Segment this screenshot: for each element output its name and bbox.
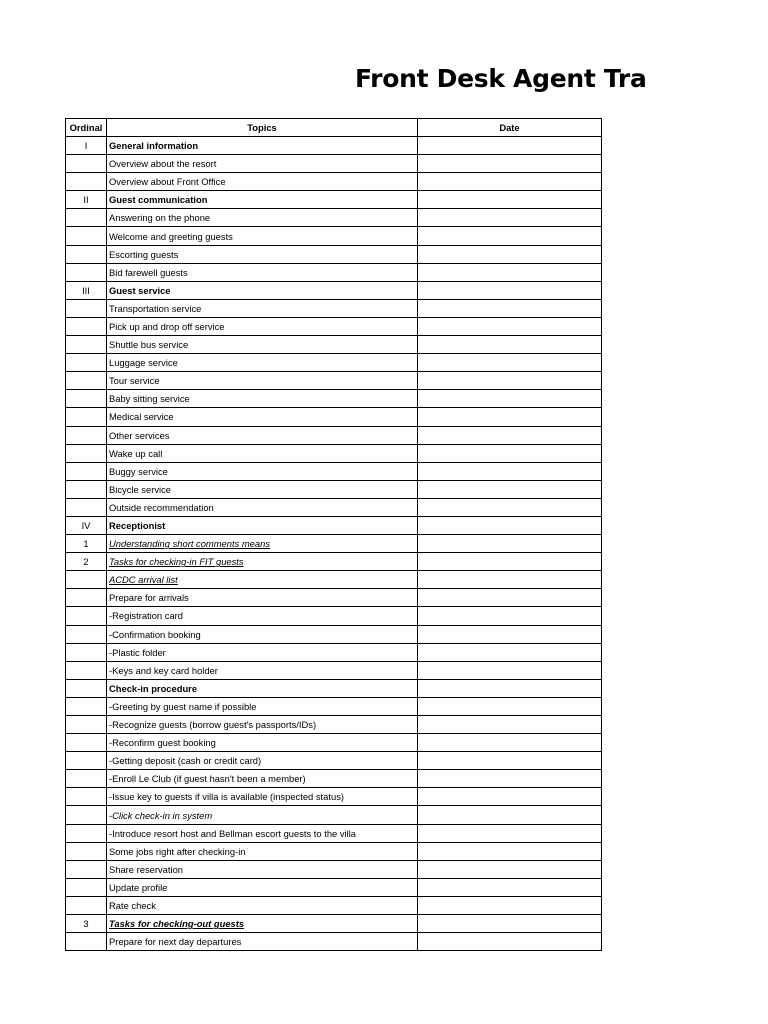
date-cell[interactable] xyxy=(418,535,602,553)
topic-cell: Prepare for arrivals xyxy=(107,589,418,607)
ordinal-cell: III xyxy=(66,281,107,299)
ordinal-cell xyxy=(66,679,107,697)
date-cell[interactable] xyxy=(418,227,602,245)
table-row xyxy=(66,824,602,842)
table-row xyxy=(66,426,602,444)
table-row xyxy=(66,625,602,643)
topic-cell: Pick up and drop off service xyxy=(107,317,418,335)
ordinal-cell xyxy=(66,462,107,480)
table-row xyxy=(66,716,602,734)
table-row xyxy=(66,444,602,462)
ordinal-cell xyxy=(66,896,107,914)
table-row xyxy=(66,842,602,860)
topic-cell: Guest communication xyxy=(107,191,418,209)
topic-cell: Buggy service xyxy=(107,462,418,480)
date-cell[interactable] xyxy=(418,806,602,824)
ordinal-cell xyxy=(66,643,107,661)
date-cell[interactable] xyxy=(418,643,602,661)
topic-cell: Tasks for checking-out guests xyxy=(107,915,418,933)
topic-cell: -Registration card xyxy=(107,607,418,625)
table-row xyxy=(66,281,602,299)
table-row xyxy=(66,354,602,372)
table-row xyxy=(66,263,602,281)
table-row xyxy=(66,643,602,661)
topic-cell: Luggage service xyxy=(107,354,418,372)
ordinal-cell xyxy=(66,426,107,444)
topic-cell: Overview about the resort xyxy=(107,155,418,173)
table-row xyxy=(66,480,602,498)
table-row xyxy=(66,734,602,752)
ordinal-cell xyxy=(66,480,107,498)
topic-cell: Transportation service xyxy=(107,299,418,317)
table-row xyxy=(66,679,602,697)
topic-cell: -Enroll Le Club (if guest hasn't been a member) xyxy=(107,770,418,788)
table-row xyxy=(66,697,602,715)
table-row xyxy=(66,788,602,806)
topic-cell: -Introduce resort host and Bellman escort guests to the villa xyxy=(107,824,418,842)
document-title: Front Desk Agent Tra xyxy=(355,64,647,93)
table-row xyxy=(66,155,602,173)
topic-cell: -Greeting by guest name if possible xyxy=(107,697,418,715)
ordinal-cell xyxy=(66,752,107,770)
topic-cell: -Reconfirm guest booking xyxy=(107,734,418,752)
date-cell[interactable] xyxy=(418,896,602,914)
date-cell[interactable] xyxy=(418,679,602,697)
date-cell[interactable] xyxy=(418,173,602,191)
ordinal-cell xyxy=(66,697,107,715)
topic-cell: Other services xyxy=(107,426,418,444)
date-cell[interactable] xyxy=(418,426,602,444)
table-row xyxy=(66,661,602,679)
topic-cell: -Plastic folder xyxy=(107,643,418,661)
ordinal-cell xyxy=(66,390,107,408)
table-row xyxy=(66,607,602,625)
topic-cell: General information xyxy=(107,137,418,155)
topic-cell: -Click check-in in system xyxy=(107,806,418,824)
table-row xyxy=(66,571,602,589)
table-row xyxy=(66,498,602,516)
date-cell[interactable] xyxy=(418,842,602,860)
date-cell[interactable] xyxy=(418,933,602,951)
date-cell[interactable] xyxy=(418,245,602,263)
table-row xyxy=(66,752,602,770)
ordinal-cell xyxy=(66,372,107,390)
topic-cell: Outside recommendation xyxy=(107,498,418,516)
table-row xyxy=(66,878,602,896)
date-cell[interactable] xyxy=(418,263,602,281)
topic-cell: Rate check xyxy=(107,896,418,914)
ordinal-cell xyxy=(66,263,107,281)
date-cell[interactable] xyxy=(418,516,602,534)
training-topics-table xyxy=(65,118,602,951)
table-body xyxy=(66,137,602,951)
table-row xyxy=(66,336,602,354)
date-cell[interactable] xyxy=(418,281,602,299)
date-cell[interactable] xyxy=(418,860,602,878)
topic-cell: -Issue key to guests if villa is available (inspected status) xyxy=(107,788,418,806)
ordinal-cell xyxy=(66,227,107,245)
date-cell[interactable] xyxy=(418,336,602,354)
header-topics: Topics xyxy=(107,119,418,137)
ordinal-cell xyxy=(66,806,107,824)
date-cell[interactable] xyxy=(418,553,602,571)
topic-cell: Guest service xyxy=(107,281,418,299)
topic-cell: Check-in procedure xyxy=(107,679,418,697)
table-row xyxy=(66,770,602,788)
ordinal-cell xyxy=(66,354,107,372)
date-cell[interactable] xyxy=(418,444,602,462)
date-cell[interactable] xyxy=(418,915,602,933)
date-cell[interactable] xyxy=(418,788,602,806)
topic-cell: Tour service xyxy=(107,372,418,390)
date-cell[interactable] xyxy=(418,462,602,480)
table-row xyxy=(66,933,602,951)
ordinal-cell xyxy=(66,408,107,426)
ordinal-cell: IV xyxy=(66,516,107,534)
table-row xyxy=(66,173,602,191)
table-row xyxy=(66,516,602,534)
topic-cell: Some jobs right after checking-in xyxy=(107,842,418,860)
ordinal-cell xyxy=(66,336,107,354)
ordinal-cell xyxy=(66,498,107,516)
ordinal-cell xyxy=(66,209,107,227)
table-row xyxy=(66,245,602,263)
topic-cell: Share reservation xyxy=(107,860,418,878)
table-row xyxy=(66,191,602,209)
topic-cell: ACDC arrival list xyxy=(107,571,418,589)
table-row xyxy=(66,390,602,408)
date-cell[interactable] xyxy=(418,498,602,516)
ordinal-cell xyxy=(66,788,107,806)
topic-cell: Wake up call xyxy=(107,444,418,462)
topic-cell: Bicycle service xyxy=(107,480,418,498)
date-cell[interactable] xyxy=(418,354,602,372)
topic-cell: Update profile xyxy=(107,878,418,896)
topic-cell: Escorting guests xyxy=(107,245,418,263)
topic-cell: -Keys and key card holder xyxy=(107,661,418,679)
table-row xyxy=(66,299,602,317)
topic-cell: Welcome and greeting guests xyxy=(107,227,418,245)
date-cell[interactable] xyxy=(418,661,602,679)
ordinal-cell xyxy=(66,317,107,335)
ordinal-cell xyxy=(66,607,107,625)
ordinal-cell xyxy=(66,299,107,317)
ordinal-cell xyxy=(66,716,107,734)
table-row xyxy=(66,227,602,245)
ordinal-cell xyxy=(66,878,107,896)
table-row xyxy=(66,209,602,227)
header-date: Date xyxy=(418,119,602,137)
topic-cell: Receptionist xyxy=(107,516,418,534)
table-row xyxy=(66,915,602,933)
ordinal-cell xyxy=(66,589,107,607)
ordinal-cell: 2 xyxy=(66,553,107,571)
topic-cell: Answering on the phone xyxy=(107,209,418,227)
ordinal-cell xyxy=(66,770,107,788)
ordinal-cell xyxy=(66,661,107,679)
table-row xyxy=(66,589,602,607)
topic-cell: Understanding short comments means xyxy=(107,535,418,553)
date-cell[interactable] xyxy=(418,191,602,209)
date-cell[interactable] xyxy=(418,752,602,770)
date-cell[interactable] xyxy=(418,770,602,788)
date-cell[interactable] xyxy=(418,408,602,426)
table-row xyxy=(66,462,602,480)
ordinal-cell xyxy=(66,933,107,951)
date-cell[interactable] xyxy=(418,209,602,227)
ordinal-cell: 1 xyxy=(66,535,107,553)
ordinal-cell xyxy=(66,173,107,191)
ordinal-cell: 3 xyxy=(66,915,107,933)
table-row xyxy=(66,317,602,335)
date-cell[interactable] xyxy=(418,299,602,317)
header-ordinal: Ordinal xyxy=(66,119,107,137)
date-cell[interactable] xyxy=(418,571,602,589)
date-cell[interactable] xyxy=(418,824,602,842)
topic-cell: Medical service xyxy=(107,408,418,426)
table-row xyxy=(66,372,602,390)
topic-cell: Shuttle bus service xyxy=(107,336,418,354)
table-row xyxy=(66,408,602,426)
date-cell[interactable] xyxy=(418,480,602,498)
topic-cell: -Confirmation booking xyxy=(107,625,418,643)
ordinal-cell xyxy=(66,734,107,752)
topic-cell: Tasks for checking-in FIT guests xyxy=(107,553,418,571)
ordinal-cell: I xyxy=(66,137,107,155)
topic-cell: -Getting deposit (cash or credit card) xyxy=(107,752,418,770)
ordinal-cell xyxy=(66,155,107,173)
date-cell[interactable] xyxy=(418,734,602,752)
topic-cell: Prepare for next day departures xyxy=(107,933,418,951)
table-row xyxy=(66,896,602,914)
table-row xyxy=(66,806,602,824)
date-cell[interactable] xyxy=(418,716,602,734)
ordinal-cell xyxy=(66,245,107,263)
ordinal-cell xyxy=(66,842,107,860)
topic-cell: Baby sitting service xyxy=(107,390,418,408)
date-cell[interactable] xyxy=(418,625,602,643)
date-cell[interactable] xyxy=(418,372,602,390)
date-cell[interactable] xyxy=(418,317,602,335)
table-row xyxy=(66,535,602,553)
ordinal-cell xyxy=(66,824,107,842)
date-cell[interactable] xyxy=(418,155,602,173)
table-row xyxy=(66,137,602,155)
topic-cell: -Recognize guests (borrow guest's passports/IDs) xyxy=(107,716,418,734)
ordinal-cell: II xyxy=(66,191,107,209)
table-row xyxy=(66,860,602,878)
ordinal-cell xyxy=(66,625,107,643)
header-row xyxy=(66,119,602,137)
table-row xyxy=(66,553,602,571)
topic-cell: Overview about Front Office xyxy=(107,173,418,191)
date-cell[interactable] xyxy=(418,607,602,625)
ordinal-cell xyxy=(66,860,107,878)
date-cell[interactable] xyxy=(418,589,602,607)
date-cell[interactable] xyxy=(418,390,602,408)
date-cell[interactable] xyxy=(418,697,602,715)
ordinal-cell xyxy=(66,571,107,589)
date-cell[interactable] xyxy=(418,878,602,896)
ordinal-cell xyxy=(66,444,107,462)
topic-cell: Bid farewell guests xyxy=(107,263,418,281)
date-cell[interactable] xyxy=(418,137,602,155)
